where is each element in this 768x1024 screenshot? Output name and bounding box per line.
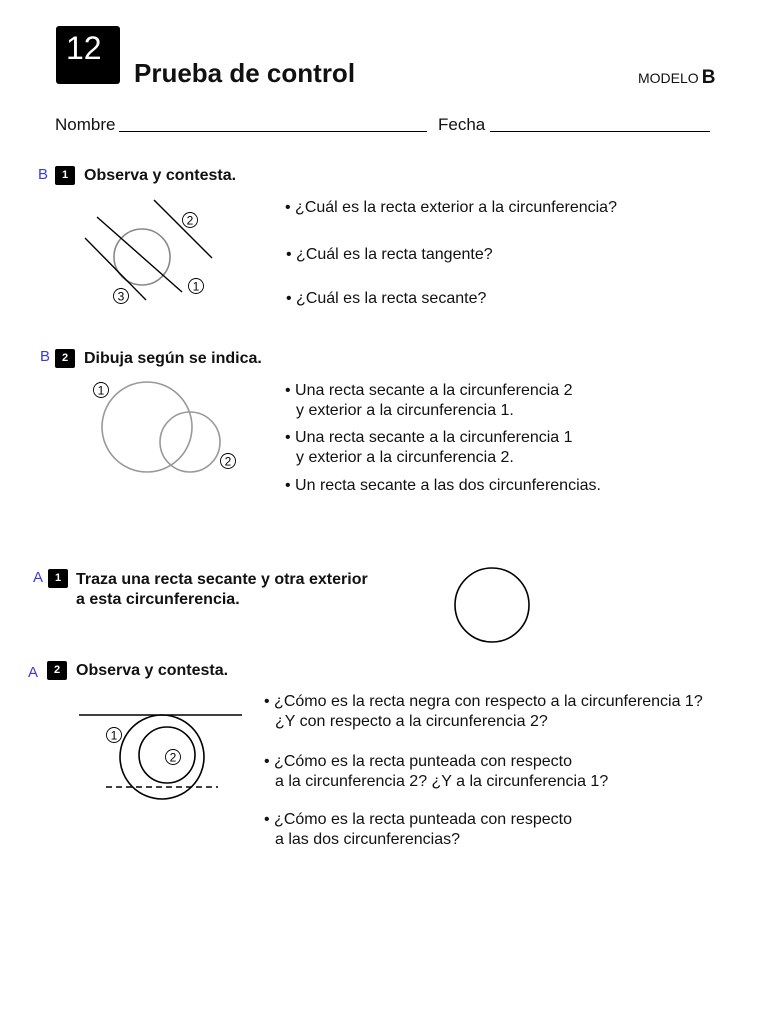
question-line: y exterior a la circunferencia 1. <box>296 402 514 419</box>
exercise-heading: Dibuja según se indica. <box>84 350 262 367</box>
heading-line: a esta circunferencia. <box>76 591 240 608</box>
label-3: 3 <box>117 289 125 304</box>
single-circle-figure[interactable] <box>450 565 536 645</box>
label-2: 2 <box>169 750 177 765</box>
question-line: • ¿Cómo es la recta punteada con respecto <box>264 811 572 828</box>
question: • ¿Cuál es la recta exterior a la circunferencia? <box>285 199 617 216</box>
label-1: 1 <box>110 728 118 743</box>
question-line: ¿Y con respecto a la circunferencia 2? <box>275 713 548 730</box>
modelo-value: B <box>701 67 716 88</box>
question <box>285 428 573 468</box>
question <box>264 692 703 732</box>
name-field[interactable] <box>119 131 427 132</box>
label-1: 1 <box>192 279 200 294</box>
circle-1 <box>102 382 192 472</box>
lines-circle-figure <box>70 190 230 310</box>
exercise-number-badge: 2 <box>47 661 67 680</box>
modelo-label <box>638 67 715 89</box>
exercise-level: B <box>38 166 49 183</box>
heading-line: Traza una recta secante y otra exterior <box>76 571 368 588</box>
exercise-number-badge: 1 <box>48 569 68 588</box>
question-line: a la circunferencia 2? ¿Y a la circunferencia 1? <box>275 773 609 790</box>
date-field[interactable] <box>490 131 710 132</box>
question-line: • Una recta secante a la circunferencia 1 <box>285 429 573 446</box>
question-line: • Un recta secante a las dos circunferencias. <box>285 477 601 494</box>
question: • ¿Cuál es la recta tangente? <box>286 246 493 263</box>
exercise-heading: Observa y contesta. <box>84 167 237 184</box>
label-2: 2 <box>224 454 232 469</box>
question-line: • ¿Cómo es la recta punteada con respecto <box>264 753 572 770</box>
question <box>264 810 572 850</box>
modelo-text: MODELO <box>638 70 699 86</box>
exercise-heading <box>76 570 368 610</box>
question-line: • ¿Cómo es la recta negra con respecto a la circunferencia 1? <box>264 693 703 710</box>
label-1: 1 <box>97 383 105 398</box>
exercise-number-badge: 2 <box>55 349 75 368</box>
exercise-level: B <box>40 348 51 365</box>
question-line: y exterior a la circunferencia 2. <box>296 449 514 466</box>
exercise-level: A <box>28 664 39 681</box>
question <box>285 381 573 421</box>
label-2: 2 <box>186 213 194 228</box>
exercise-level: A <box>33 569 44 586</box>
name-label: Nombre <box>55 115 116 134</box>
exercise-heading: Observa y contesta. <box>76 662 229 679</box>
exercise-number-badge: 1 <box>55 166 75 185</box>
question <box>285 476 601 496</box>
line-exterior <box>154 200 212 258</box>
question-line: a las dos circunferencias? <box>275 831 460 848</box>
two-circles-figure <box>85 375 245 485</box>
circle-2 <box>139 727 195 783</box>
question: • ¿Cuál es la recta secante? <box>286 290 487 307</box>
question-line: • Una recta secante a la circunferencia 2 <box>285 382 573 399</box>
nested-circles-figure <box>70 700 250 800</box>
page-title: Prueba de control <box>134 58 356 88</box>
date-label: Fecha <box>438 115 486 134</box>
unit-number-badge: 12 <box>56 26 120 84</box>
question <box>264 752 608 792</box>
target-circle <box>455 568 529 642</box>
